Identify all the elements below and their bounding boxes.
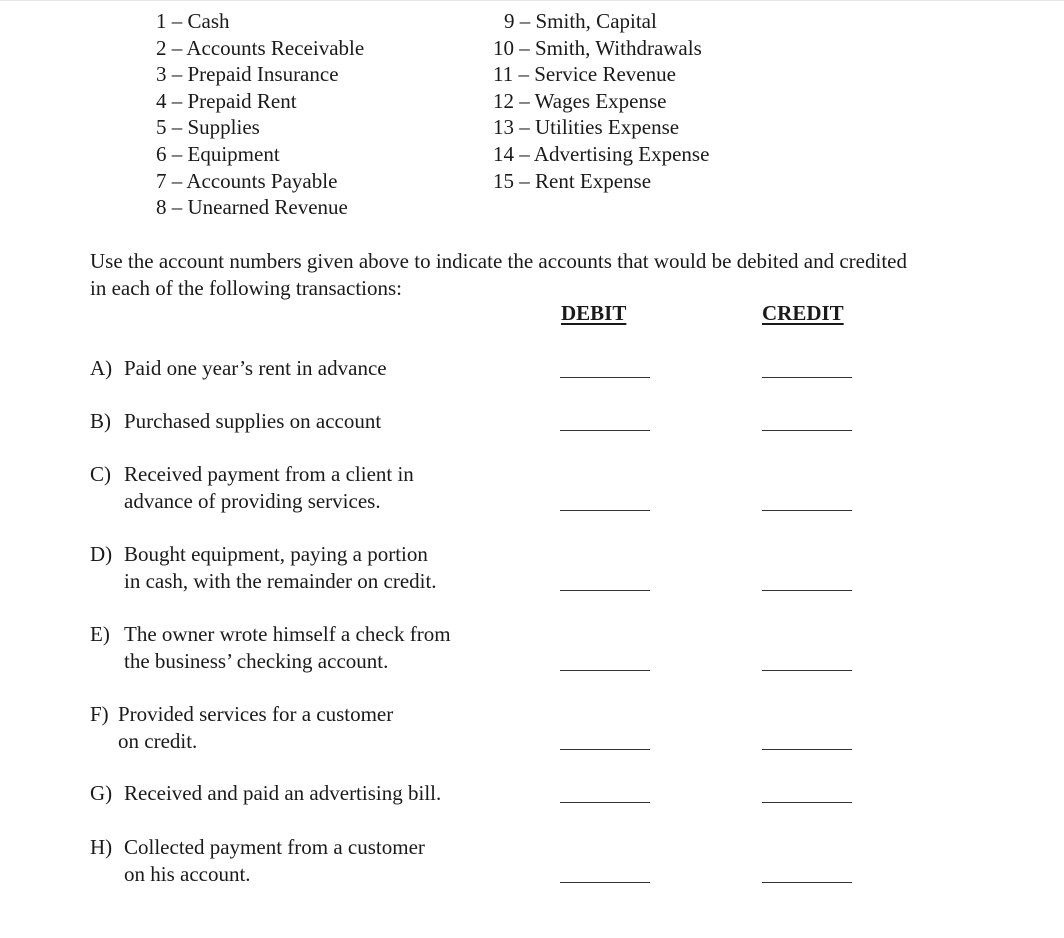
transaction-letter: G) <box>90 781 113 805</box>
credit-answer-blank[interactable] <box>762 670 852 671</box>
transaction-text-cont: in cash, with the remainder on credit. <box>124 568 437 593</box>
credit-column-header: CREDIT <box>762 301 844 325</box>
account-item: 12 – Wages Expense <box>493 88 667 113</box>
transaction-e <box>90 621 451 674</box>
transaction-letter: A) <box>90 356 113 380</box>
account-item: 14 – Advertising Expense <box>493 141 710 166</box>
transaction-a <box>90 355 387 382</box>
transaction-b <box>90 408 381 435</box>
account-item: 10 – Smith, Withdrawals <box>493 35 702 60</box>
debit-answer-blank[interactable] <box>560 749 650 750</box>
transaction-letter: E) <box>90 622 110 646</box>
account-item: 7 – Accounts Payable <box>156 168 338 193</box>
account-item: 8 – Unearned Revenue <box>156 195 348 220</box>
credit-answer-blank[interactable] <box>762 430 852 431</box>
transaction-c <box>90 461 414 514</box>
account-item: 5 – Supplies <box>156 115 260 140</box>
account-item: 11 – Service Revenue <box>493 62 676 87</box>
accounts-list-right <box>493 8 709 194</box>
credit-answer-blank[interactable] <box>762 882 852 883</box>
transaction-f <box>90 701 393 754</box>
credit-answer-blank[interactable] <box>762 749 852 750</box>
transaction-text: Purchased supplies on account <box>124 409 382 433</box>
transaction-letter: F) <box>90 702 109 726</box>
transaction-g <box>90 780 441 807</box>
account-item: 9 – Smith, Capital <box>504 9 657 33</box>
debit-answer-blank[interactable] <box>560 430 650 431</box>
account-item: 1 – Cash <box>156 9 230 33</box>
credit-answer-blank[interactable] <box>762 802 852 803</box>
instructions <box>90 248 990 301</box>
account-item: 2 – Accounts Receivable <box>156 35 365 60</box>
debit-answer-blank[interactable] <box>560 377 650 378</box>
debit-answer-blank[interactable] <box>560 670 650 671</box>
transaction-text: Paid one year’s rent in advance <box>124 356 387 380</box>
debit-column-header: DEBIT <box>561 301 627 325</box>
debit-answer-blank[interactable] <box>560 590 650 591</box>
account-item: 15 – Rent Expense <box>493 168 652 193</box>
transaction-text: The owner wrote himself a check from <box>124 622 451 646</box>
transaction-text: Received and paid an advertising bill. <box>124 781 442 805</box>
transaction-letter: B) <box>90 409 111 433</box>
transaction-h <box>90 834 425 887</box>
debit-answer-blank[interactable] <box>560 802 650 803</box>
transaction-letter: D) <box>90 542 113 566</box>
account-item: 4 – Prepaid Rent <box>156 88 297 113</box>
transaction-text: Provided services for a customer <box>118 702 394 726</box>
account-item: 13 – Utilities Expense <box>493 115 680 140</box>
transaction-text: Received payment from a client in <box>124 462 414 486</box>
credit-answer-blank[interactable] <box>762 510 852 511</box>
instructions-line: Use the account numbers given above to indicate the accounts that would be debited and credited <box>90 249 907 273</box>
top-border <box>0 0 1064 1</box>
credit-answer-blank[interactable] <box>762 590 852 591</box>
debit-answer-blank[interactable] <box>560 882 650 883</box>
account-item: 3 – Prepaid Insurance <box>156 62 339 87</box>
account-item: 6 – Equipment <box>156 141 280 166</box>
transaction-letter: H) <box>90 835 113 859</box>
transaction-text-cont: on credit. <box>118 728 198 753</box>
transaction-letter: C) <box>90 462 111 486</box>
transaction-text-cont: on his account. <box>124 861 251 886</box>
transaction-text-cont: the business’ checking account. <box>124 648 389 673</box>
transaction-d <box>90 541 437 594</box>
accounts-list-left <box>156 8 364 221</box>
transaction-text: Bought equipment, paying a portion <box>124 542 428 566</box>
credit-answer-blank[interactable] <box>762 377 852 378</box>
instructions-line: in each of the following transactions: <box>90 275 402 300</box>
transaction-text-cont: advance of providing services. <box>124 488 381 513</box>
debit-answer-blank[interactable] <box>560 510 650 511</box>
transaction-text: Collected payment from a customer <box>124 835 425 859</box>
